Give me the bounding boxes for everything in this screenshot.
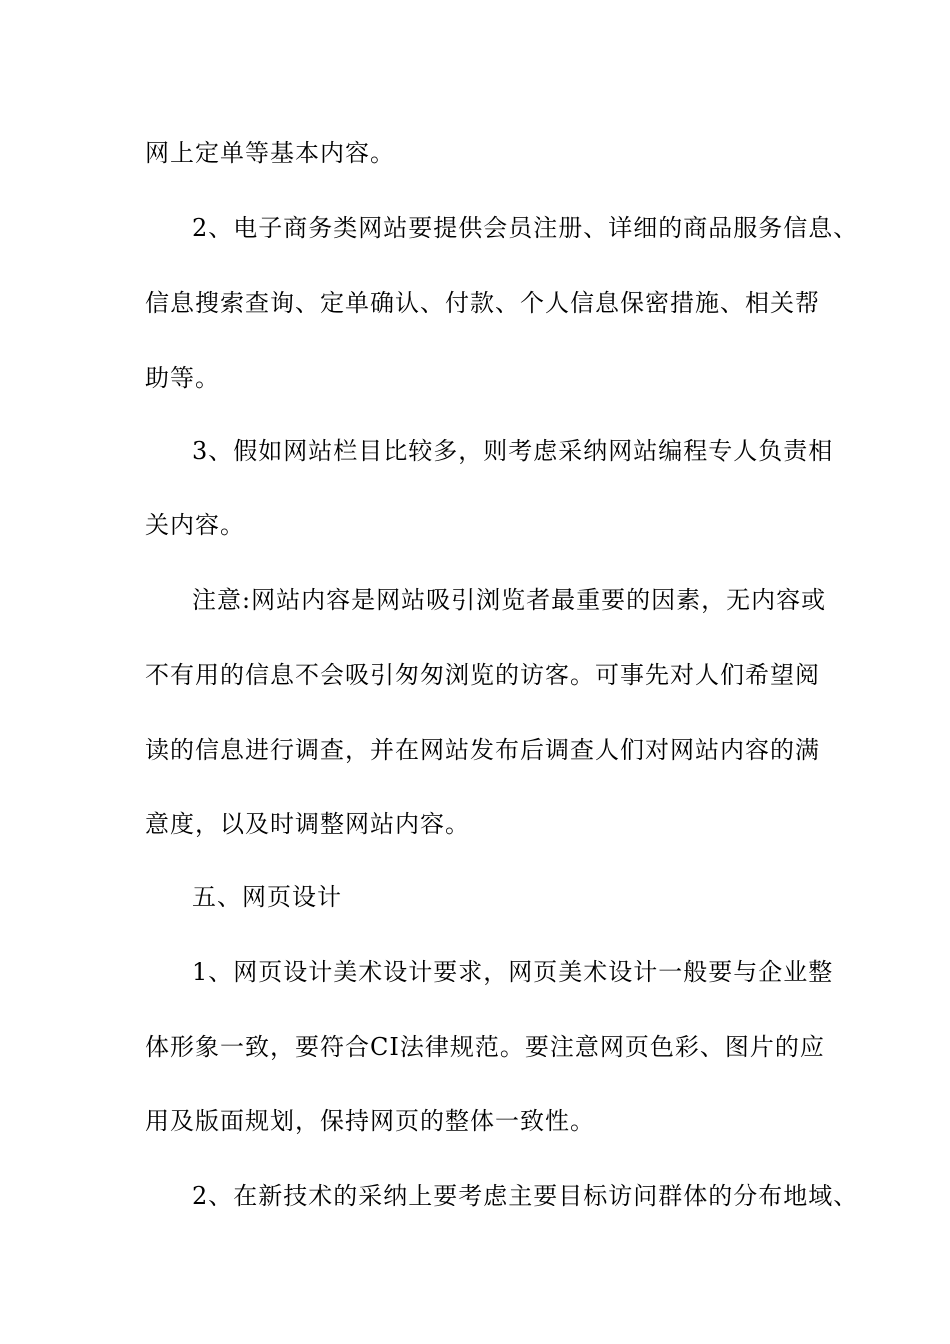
text-line-13: 体形象一致，要符合CI法律规范。要注意网页色彩、图片的应	[145, 1033, 825, 1061]
text-line-8: 不有用的信息不会吸引匆匆浏览的访客。可事先对人们希望阅	[145, 661, 820, 689]
text-line-2: 2、电子商务类网站要提供会员注册、详细的商品服务信息、	[192, 214, 859, 242]
text-line-14: 用及版面规划，保持网页的整体一致性。	[145, 1107, 595, 1135]
text-line-7: 注意:网站内容是网站吸引浏览者最重要的因素，无内容或	[192, 586, 827, 614]
text-line-10: 意度，以及时调整网站内容。	[145, 810, 470, 838]
text-line-5: 3、假如网站栏目比较多，则考虑采纳网站编程专人负责相	[192, 437, 834, 465]
text-line-3: 信息搜索查询、定单确认、付款、个人信息保密措施、相关帮	[145, 289, 820, 317]
text-line-4: 助等。	[145, 364, 220, 392]
text-line-1: 网上定单等基本内容。	[145, 139, 395, 167]
text-line-6: 关内容。	[145, 511, 245, 539]
text-line-12: 1、网页设计美术设计要求，网页美术设计一般要与企业整	[192, 958, 834, 986]
text-line-9: 读的信息进行调查，并在网站发布后调查人们对网站内容的满	[145, 736, 820, 764]
text-line-15: 2、在新技术的采纳上要考虑主要目标访问群体的分布地域、	[192, 1182, 859, 1210]
section-heading: 五、网页设计	[192, 883, 342, 911]
